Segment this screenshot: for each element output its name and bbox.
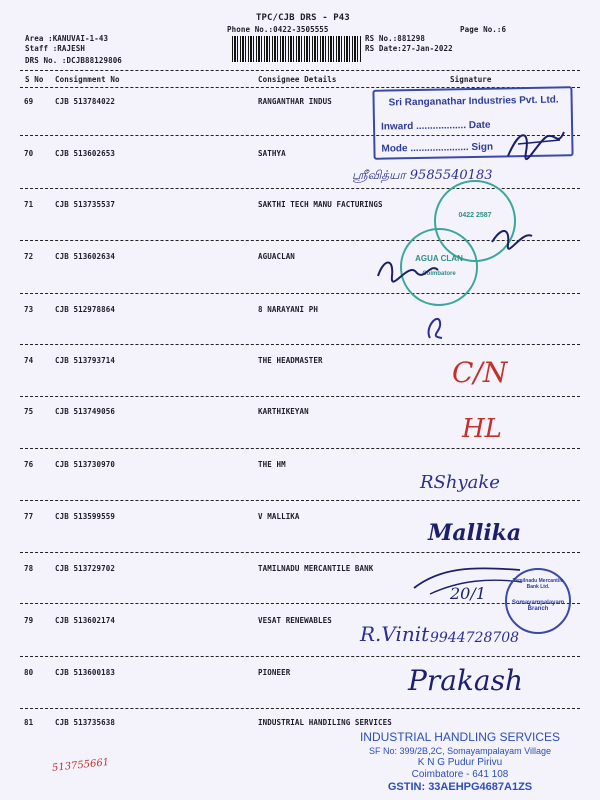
aguaclan-stamp-name: AGUA CLAN — [415, 254, 463, 263]
divider — [20, 293, 580, 294]
row-sno: 75 — [24, 407, 34, 416]
handwritten-phone-row-70: ஸ்ரீவித்யா 9585540183 — [352, 168, 493, 183]
column-header-sno: S No — [25, 75, 44, 84]
row-consignment-no: CJB 513730970 — [55, 460, 115, 469]
row-consignment-no: CJB 513602634 — [55, 252, 115, 261]
row-consignee: SAKTHI TECH MANU FACTURINGS — [258, 200, 383, 209]
row-consignee: AGUACLAN — [258, 252, 295, 261]
row-sno: 72 — [24, 252, 34, 261]
phone-number: Phone No.:0422-3505555 — [227, 25, 329, 34]
divider — [20, 344, 580, 345]
row-sno: 69 — [24, 97, 34, 106]
sakthi-stamp-text: 0422 2587 — [458, 212, 492, 219]
column-header-consignment: Consignment No — [55, 75, 120, 84]
row-consignment-no: CJB 513602653 — [55, 149, 115, 158]
rs-date: RS Date:27-Jan-2022 — [365, 44, 453, 53]
stamp-company-name: Sri Ranganathar Industries Pvt. Ltd. — [388, 94, 559, 109]
row-sno: 81 — [24, 718, 34, 727]
rs-number: RS No.:881298 — [365, 34, 425, 43]
row-sno: 70 — [24, 149, 34, 158]
row-sno: 73 — [24, 305, 34, 314]
signature-row-72 — [372, 250, 442, 290]
row-consignment-no: CJB 513735638 — [55, 718, 115, 727]
divider — [20, 70, 580, 71]
row-consignee: KARTHIKEYAN — [258, 407, 309, 416]
divider — [20, 708, 580, 709]
row-consignee: 8 NARAYANI PH — [258, 305, 318, 314]
row-consignment-no: CJB 513735537 — [55, 200, 115, 209]
signature-row-79: R.Vinit — [360, 622, 430, 646]
row-consignee: THE HEADMASTER — [258, 356, 323, 365]
row-sno: 78 — [24, 564, 34, 573]
signature-row-77: Mallika — [428, 520, 522, 546]
stamp-mode-line: Mode ..................... Sign — [381, 141, 494, 155]
row-consignment-no: CJB 513793714 — [55, 356, 115, 365]
divider — [20, 448, 580, 449]
row-consignment-no: CJB 513600183 — [55, 668, 115, 677]
divider — [20, 603, 580, 604]
column-header-signature: Signature — [450, 75, 492, 84]
row-sno: 76 — [24, 460, 34, 469]
drs-number: DRS No. :DCJB88129806 — [25, 56, 122, 65]
row-consignee: THE HM — [258, 460, 286, 469]
divider — [20, 396, 580, 397]
row-consignee: SATHYA — [258, 149, 286, 158]
row-sno: 77 — [24, 512, 34, 521]
row-consignee: INDUSTRIAL HANDILING SERVICES — [258, 718, 392, 727]
handwritten-phone-row-79: 9944728708 — [430, 630, 520, 646]
row-sno: 71 — [24, 200, 34, 209]
signature-row-73 — [420, 308, 450, 344]
row-consignment-no: CJB 513784022 — [55, 97, 115, 106]
row-consignee: V MALLIKA — [258, 512, 300, 521]
staff-label: Staff :RAJESH — [25, 44, 85, 53]
aguaclan-stamp-city: Coimbatore — [422, 271, 456, 277]
industrial-handling-stamp — [335, 730, 585, 793]
stamp-inward-line: Inward .................. Date — [380, 119, 491, 133]
footer-stamp-line4: Coimbatore - 641 108 — [411, 769, 509, 780]
handwritten-note-bottom: 513755661 — [51, 757, 110, 774]
divider — [20, 656, 580, 657]
divider — [20, 552, 580, 553]
signature-row-80: Prakash — [408, 664, 523, 697]
row-consignment-no: CJB 513602174 — [55, 616, 115, 625]
row-consignee: TAMILNADU MERCANTILE BANK — [258, 564, 374, 573]
tmb-stamp-ring: Tamilnadu Mercantile Bank Ltd. — [512, 578, 564, 590]
row-consignment-no: CJB 513729702 — [55, 564, 115, 573]
column-header-consignee: Consignee Details — [258, 75, 337, 84]
tmb-stamp-branch: Somayampalayam Branch — [511, 600, 565, 612]
divider — [20, 500, 580, 501]
page-number: Page No.:6 — [460, 25, 507, 34]
row-sno: 79 — [24, 616, 34, 625]
row-consignment-no: CJB 512978864 — [55, 305, 115, 314]
area-label: Area :KANUVAI-1-43 — [25, 34, 109, 43]
tmb-stamp — [505, 568, 571, 634]
barcode — [232, 36, 362, 62]
row-consignment-no: CJB 513749056 — [55, 407, 115, 416]
row-sno: 80 — [24, 668, 34, 677]
row-consignee: RANGANTHAR INDUS — [258, 97, 332, 106]
row-sno: 74 — [24, 356, 34, 365]
signature-row-76: RShyake — [420, 472, 500, 493]
signature-row-71 — [488, 222, 538, 252]
footer-stamp-line3: K N G Pudur Pirivu — [417, 757, 503, 768]
row-consignment-no: CJB 513599559 — [55, 512, 115, 521]
signature-row-75: HL — [462, 414, 502, 444]
footer-stamp-line1: INDUSTRIAL HANDLING SERVICES — [359, 730, 561, 744]
document-title: TPC/CJB DRS - P43 — [256, 13, 350, 23]
row-consignee: PIONEER — [258, 668, 291, 677]
signature-row-74: C/N — [452, 356, 508, 389]
signature-row-78-date: 20/1 — [450, 584, 486, 603]
footer-stamp-line5: GSTIN: 33AEHPG4687A1ZS — [387, 781, 533, 793]
phone-number-70: 9585540183 — [409, 168, 493, 183]
row-consignee: VESAT RENEWABLES — [258, 616, 332, 625]
signature-row-69 — [500, 118, 570, 168]
footer-stamp-line2: SF No: 399/2B,2C, Somayampalayam Village — [369, 746, 551, 756]
